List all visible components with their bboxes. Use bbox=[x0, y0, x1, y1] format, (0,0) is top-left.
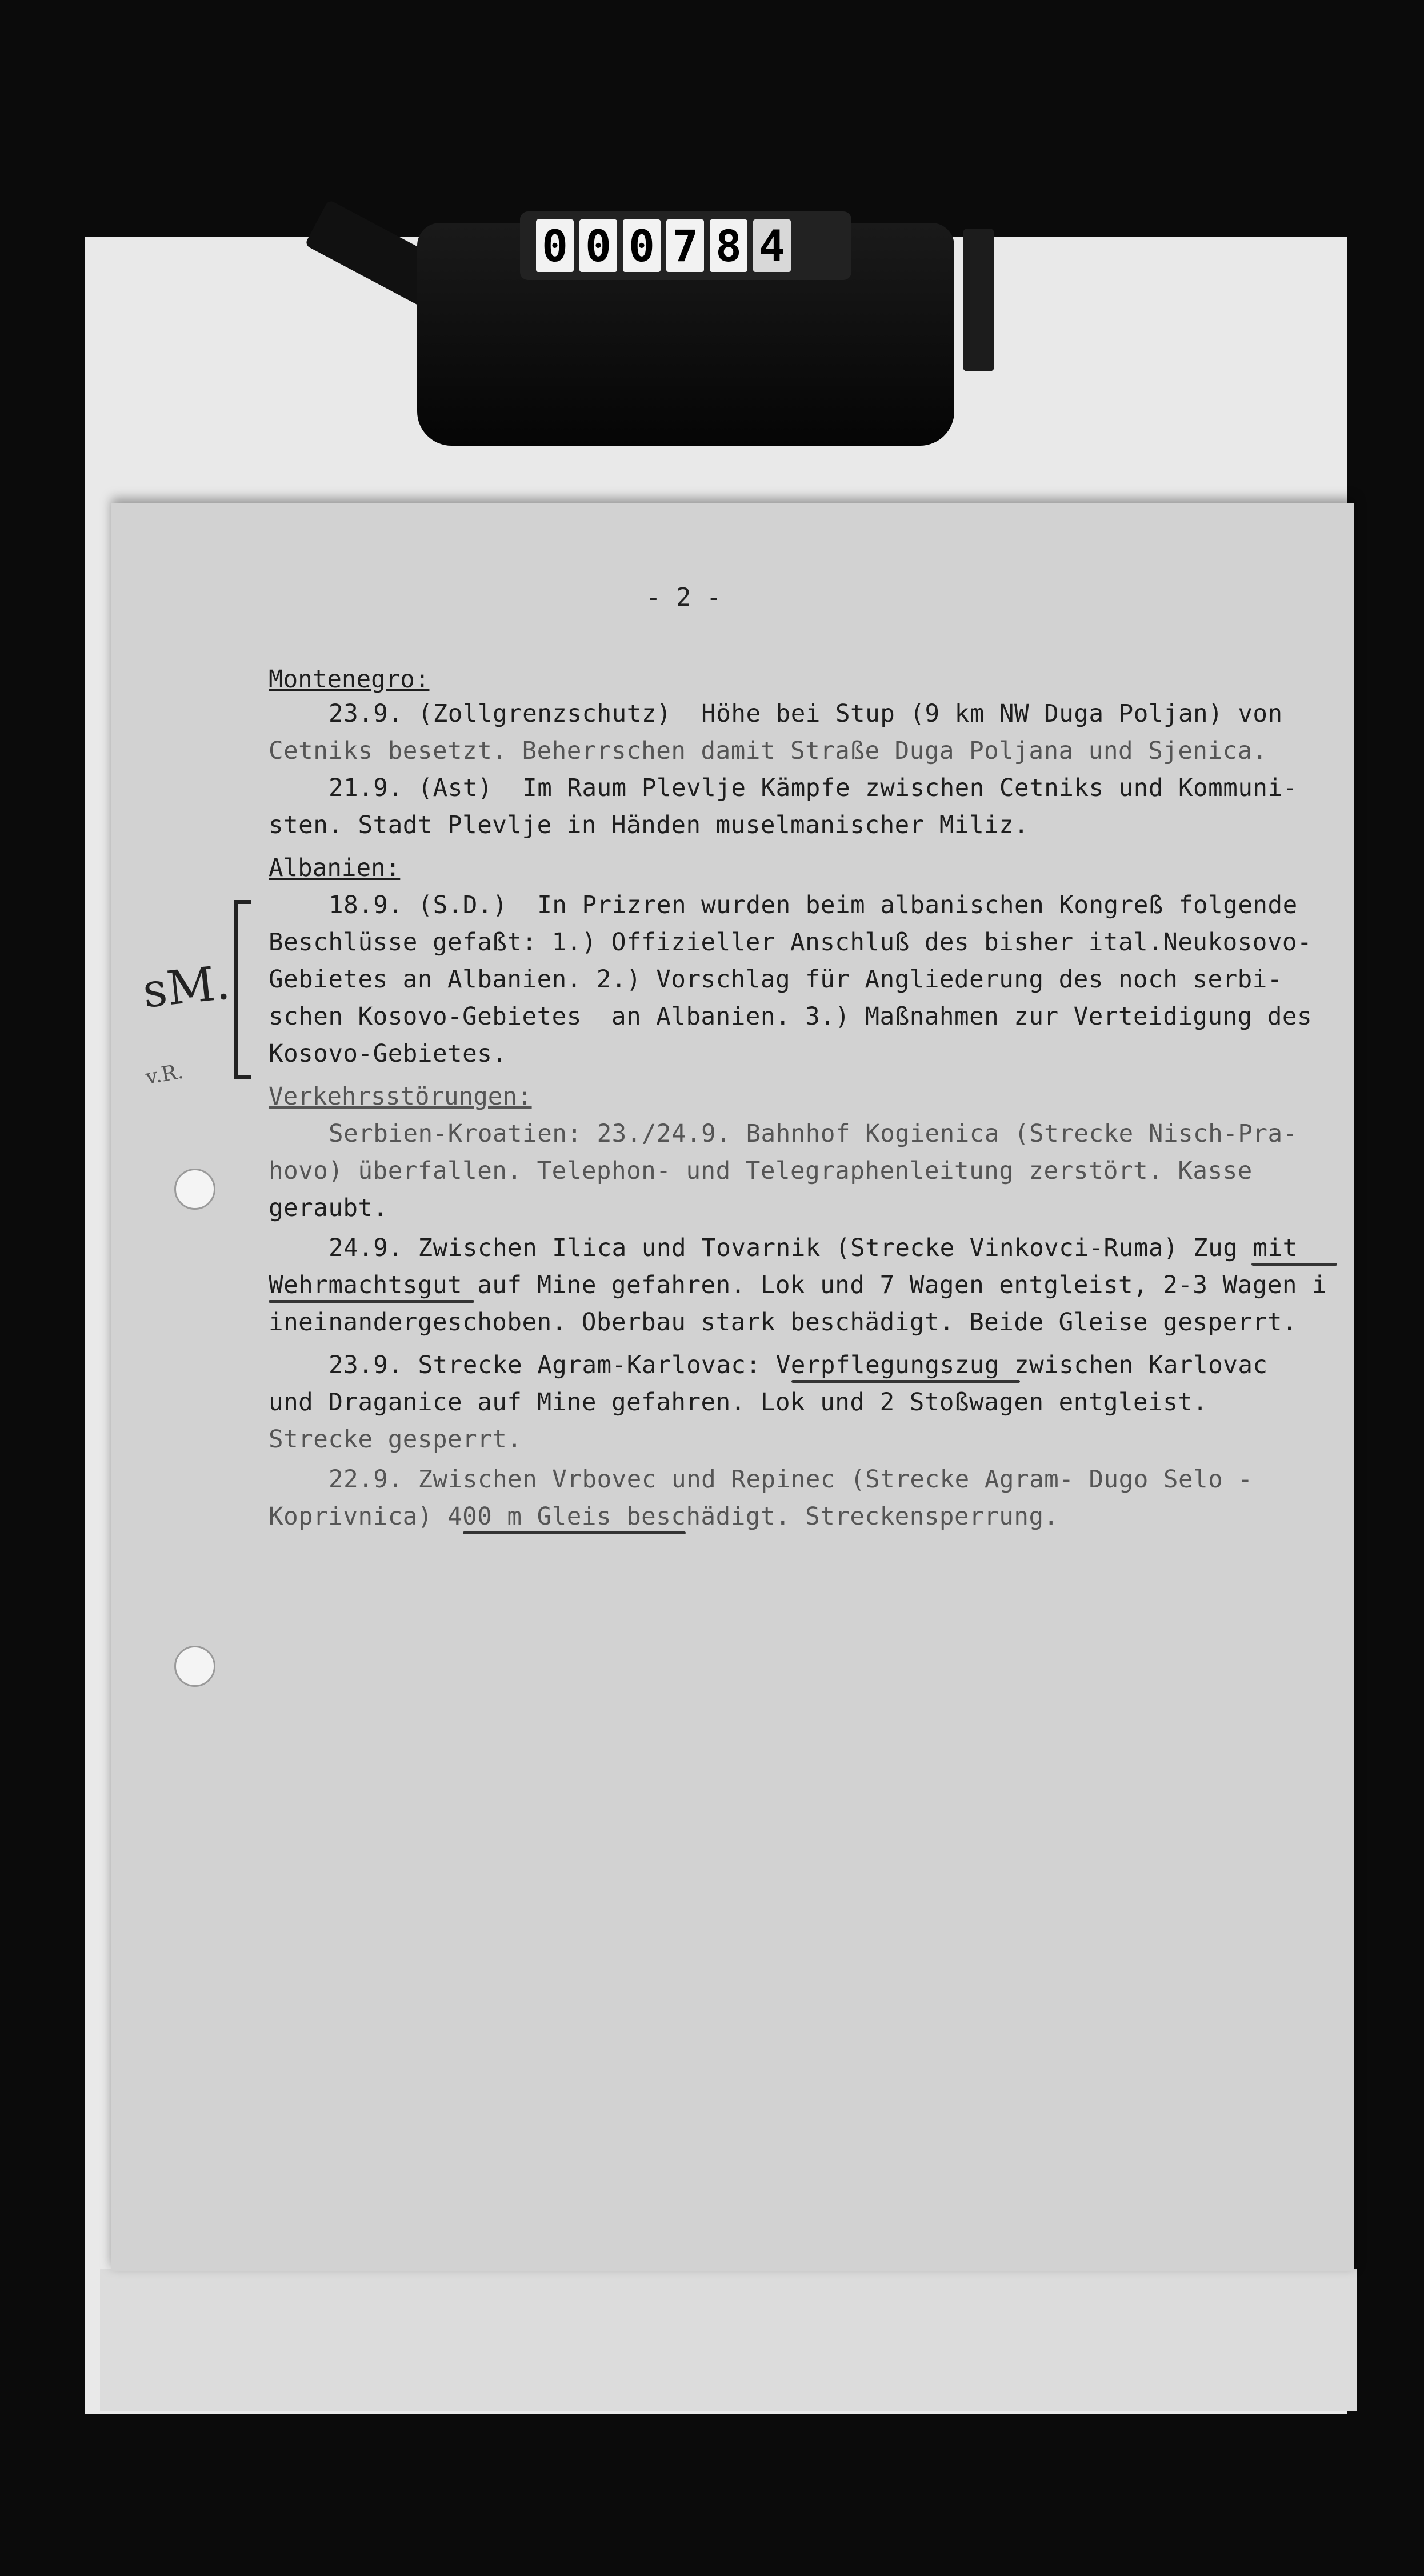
text-line: Gebietes an Albanien. 2.) Vorschlag für Angliederung des noch serbi- bbox=[269, 966, 1282, 994]
text-line: und Draganice auf Mine gefahren. Lok und 2 Stoßwagen entgleist. bbox=[269, 1389, 1208, 1417]
text-line: Wehrmachtsgut auf Mine gefahren. Lok und 7 Wagen entgleist, 2-3 Wagen i bbox=[269, 1271, 1327, 1299]
text-line: Kosovo-Gebietes. bbox=[269, 1040, 507, 1068]
counter-digit: 8 bbox=[710, 219, 747, 272]
text-line: 21.9. (Ast) Im Raum Plevlje Kämpfe zwischen Cetniks und Kommuni- bbox=[329, 774, 1298, 802]
section-heading-albanien: Albanien: bbox=[269, 854, 401, 882]
section-heading-montenegro: Montenegro: bbox=[269, 666, 430, 694]
punch-hole bbox=[174, 1169, 215, 1210]
margin-handwriting: sM. bbox=[140, 955, 233, 1019]
pencil-underline bbox=[463, 1531, 686, 1534]
text-line: ineinandergeschoben. Oberbau stark beschädigt. Beide Gleise gesperrt. bbox=[269, 1309, 1298, 1337]
text-line: 23.9. Strecke Agram-Karlovac: Verpflegungszug zwischen Karlovac bbox=[329, 1351, 1268, 1379]
text-line: Beschlüsse gefaßt: 1.) Offizieller Anschluß des bisher ital.Neukosovo- bbox=[269, 929, 1313, 957]
counter-digit: 0 bbox=[623, 219, 661, 272]
pencil-underline bbox=[269, 1300, 474, 1303]
counter-digit: 7 bbox=[666, 219, 704, 272]
text-line: schen Kosovo-Gebietes an Albanien. 3.) Maßnahmen zur Verteidigung des bbox=[269, 1003, 1313, 1031]
text-line: geraubt. bbox=[269, 1194, 388, 1222]
margin-bracket bbox=[234, 900, 251, 1079]
text-line: Strecke gesperrt. bbox=[269, 1426, 522, 1454]
text-line: 23.9. (Zollgrenzschutz) Höhe bei Stup (9 km NW Duga Poljan) von bbox=[329, 700, 1283, 728]
counter-knob bbox=[963, 229, 994, 371]
text-line: hovo) überfallen. Telephon- und Telegraphenleitung zerstört. Kasse bbox=[269, 1157, 1253, 1185]
pencil-underline bbox=[1251, 1263, 1337, 1266]
counter-digit: 0 bbox=[536, 219, 574, 272]
text-line: 22.9. Zwischen Vrbovec und Repinec (Strecke Agram- Dugo Selo - bbox=[329, 1466, 1253, 1494]
text-line: Koprivnica) 400 m Gleis beschädigt. Streckensperrung. bbox=[269, 1503, 1059, 1531]
counter-digit: 4 bbox=[753, 219, 791, 272]
frame-counter bbox=[520, 211, 851, 280]
text-line: Cetniks besetzt. Beherrschen damit Straße Duga Poljana und Sjenica. bbox=[269, 737, 1267, 765]
backing-card-strip bbox=[100, 2269, 1357, 2411]
text-line: 24.9. Zwischen Ilica und Tovarnik (Strecke Vinkovci-Ruma) Zug mit bbox=[329, 1234, 1298, 1262]
counter-digit: 0 bbox=[579, 219, 617, 272]
text-line: 18.9. (S.D.) In Prizren wurden beim albanischen Kongreß folgende bbox=[329, 891, 1298, 919]
margin-handwriting-small: v.R. bbox=[143, 1059, 186, 1090]
page-number: - 2 - bbox=[646, 583, 722, 612]
pencil-underline bbox=[791, 1380, 1020, 1383]
section-heading-verkehrsstoerungen: Verkehrsstörungen: bbox=[269, 1083, 532, 1111]
document-page bbox=[111, 503, 1354, 2271]
text-line: Serbien-Kroatien: 23./24.9. Bahnhof Kogienica (Strecke Nisch-Pra- bbox=[329, 1120, 1298, 1148]
punch-hole bbox=[174, 1646, 215, 1687]
text-line: sten. Stadt Plevlje in Händen muselmanischer Miliz. bbox=[269, 811, 1029, 839]
